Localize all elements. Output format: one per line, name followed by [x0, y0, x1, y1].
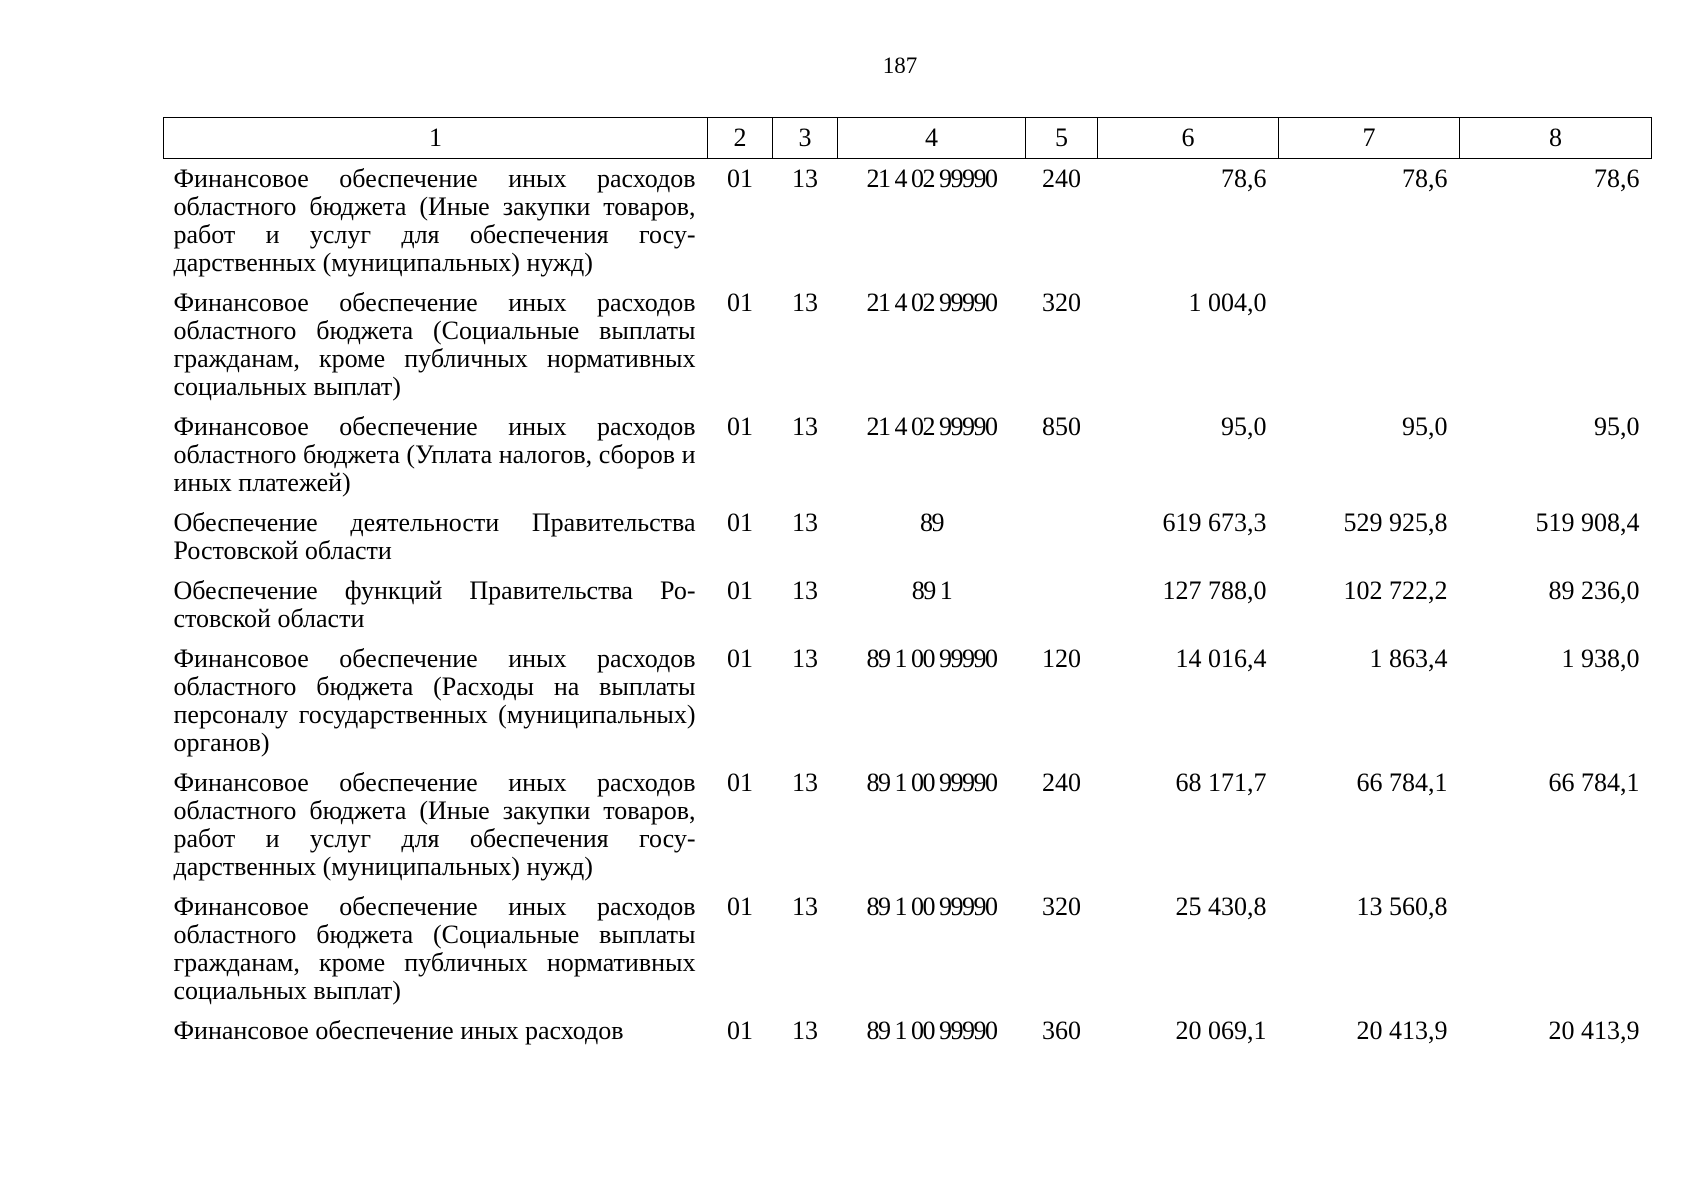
column-header-4: 4 [838, 118, 1026, 159]
subsection-code: 13 [792, 164, 818, 193]
amount-col-7: 529 925,8 [1343, 508, 1448, 537]
page-number: 187 [882, 53, 918, 78]
target-article-code: 21 4 02 99990 [866, 288, 997, 317]
amount-col-6: 20 069,1 [1175, 1016, 1267, 1045]
amount-col-8: 519 908,4 [1535, 508, 1640, 537]
table-row [164, 159, 1652, 284]
amount-col-7: 78,6 [1402, 164, 1448, 193]
amount-col-8: 95,0 [1594, 412, 1640, 441]
subsection-code: 13 [792, 576, 818, 605]
expense-type-code [1026, 503, 1098, 571]
section-code: 01 [727, 164, 753, 193]
column-header-3: 3 [773, 118, 838, 159]
row-description: Обеспечение функций Правительства Ростовской области [173, 576, 696, 633]
subsection-code: 13 [792, 892, 818, 921]
target-article-code: 89 [920, 508, 943, 537]
amount-col-7: 13 560,8 [1356, 892, 1448, 921]
expense-type-code: 240 [1042, 164, 1081, 193]
amount-col-6: 127 788,0 [1162, 576, 1267, 605]
row-description: Финансовое обеспечение иных расходов областного бюджета (Уплата налогов, сборов и иных платежей) [173, 412, 696, 497]
table-row [164, 407, 1652, 503]
amount-col-8 [1460, 887, 1652, 1011]
section-code: 01 [727, 412, 753, 441]
column-header-2: 2 [708, 118, 773, 159]
row-description: Финансовое обеспечение иных расходов областного бюджета (Иные закупки товаров, работ и услуг для обеспечения государственных (муниципальных) нужд) [173, 768, 696, 881]
section-code: 01 [727, 644, 753, 673]
subsection-code: 13 [792, 412, 818, 441]
expense-type-code: 120 [1042, 644, 1081, 673]
row-description: Финансовое обеспечение иных расходов областного бюджета (Социальные выплаты гражданам, кроме публичных нормативных социальных выплат) [173, 288, 696, 401]
header-row [164, 118, 1652, 159]
expense-type-code: 240 [1042, 768, 1081, 797]
section-code: 01 [727, 1016, 753, 1045]
budget-table [163, 117, 1652, 1051]
amount-col-7: 20 413,9 [1356, 1016, 1448, 1045]
table-row [164, 503, 1652, 571]
table-row [164, 571, 1652, 639]
target-article-code: 89 1 [911, 576, 952, 605]
amount-col-6: 78,6 [1221, 164, 1267, 193]
target-article-code: 89 1 00 99990 [866, 892, 997, 921]
subsection-code: 13 [792, 508, 818, 537]
amount-col-6: 1 004,0 [1188, 288, 1267, 317]
table-row [164, 283, 1652, 407]
expense-type-code: 320 [1042, 892, 1081, 921]
row-description: Финансовое обеспечение иных расходов областного бюджета (Социальные выплаты гражданам, кроме публичных нормативных социальных выплат) [173, 892, 696, 1005]
section-code: 01 [727, 508, 753, 537]
amount-col-7 [1279, 283, 1460, 407]
amount-col-6: 25 430,8 [1175, 892, 1267, 921]
amount-col-6: 619 673,3 [1162, 508, 1267, 537]
column-header-1: 1 [164, 118, 708, 159]
amount-col-8: 1 938,0 [1561, 644, 1640, 673]
target-article-code: 89 1 00 99990 [866, 644, 997, 673]
section-code: 01 [727, 576, 753, 605]
target-article-code: 21 4 02 99990 [866, 164, 997, 193]
target-article-code: 89 1 00 99990 [866, 1016, 997, 1045]
expense-type-code: 360 [1042, 1016, 1081, 1045]
section-code: 01 [727, 768, 753, 797]
expense-type-code: 320 [1042, 288, 1081, 317]
column-header-5: 5 [1026, 118, 1098, 159]
amount-col-6: 14 016,4 [1175, 644, 1267, 673]
target-article-code: 89 1 00 99990 [866, 768, 997, 797]
amount-col-6: 68 171,7 [1175, 768, 1267, 797]
subsection-code: 13 [792, 1016, 818, 1045]
table-row [164, 763, 1652, 887]
expense-type-code [1026, 571, 1098, 639]
subsection-code: 13 [792, 288, 818, 317]
row-description: Финансовое обеспечение иных расходов [173, 1016, 624, 1045]
column-header-7: 7 [1279, 118, 1460, 159]
row-description: Финансовое обеспечение иных расходов областного бюджета (Расходы на выплаты персоналу государственных (муниципальных) органов) [173, 644, 696, 757]
amount-col-8: 66 784,1 [1548, 768, 1640, 797]
table-row [164, 639, 1652, 763]
row-description: Обеспечение деятельности Правительства Ростовской области [173, 508, 696, 565]
amount-col-6: 95,0 [1221, 412, 1267, 441]
expense-type-code: 850 [1042, 412, 1081, 441]
amount-col-7: 66 784,1 [1356, 768, 1448, 797]
column-header-8: 8 [1460, 118, 1652, 159]
amount-col-8 [1460, 283, 1652, 407]
amount-col-8: 78,6 [1594, 164, 1640, 193]
amount-col-8: 20 413,9 [1548, 1016, 1640, 1045]
column-header-6: 6 [1098, 118, 1279, 159]
amount-col-7: 95,0 [1402, 412, 1448, 441]
section-code: 01 [727, 288, 753, 317]
subsection-code: 13 [792, 644, 818, 673]
target-article-code: 21 4 02 99990 [866, 412, 997, 441]
section-code: 01 [727, 892, 753, 921]
amount-col-7: 1 863,4 [1369, 644, 1448, 673]
table-row [164, 887, 1652, 1011]
amount-col-8: 89 236,0 [1548, 576, 1640, 605]
subsection-code: 13 [792, 768, 818, 797]
table-row [164, 1011, 1652, 1051]
row-description: Финансовое обеспечение иных расходов областного бюджета (Иные закупки товаров, работ и услуг для обеспечения государственных (муниципальных) нужд) [173, 164, 696, 277]
amount-col-7: 102 722,2 [1343, 576, 1448, 605]
